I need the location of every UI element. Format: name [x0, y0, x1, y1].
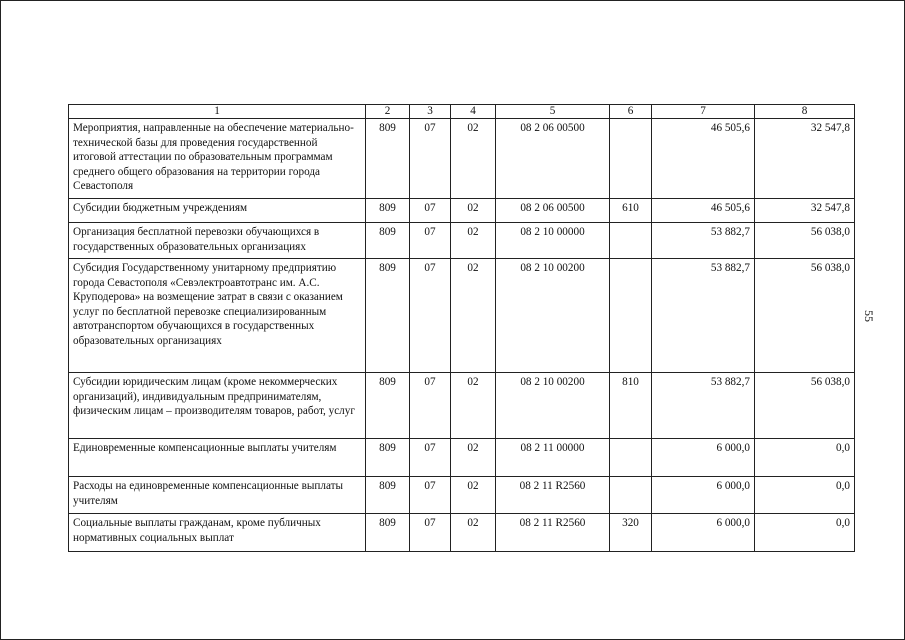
header-cell: 7 — [652, 105, 755, 119]
row-rz: 07 — [410, 373, 451, 439]
row-rz: 07 — [410, 223, 451, 259]
row-name: Организация бесплатной перевозки обучающихся в государственных образовательных организациях — [69, 223, 366, 259]
table-row — [69, 373, 855, 439]
row-name: Мероприятия, направленные на обеспечение материально-технической базы для проведения государственной итоговой аттестации по образовательным программам среднего общего образования на территории города Севастополя — [69, 119, 366, 199]
row-vr — [610, 259, 652, 373]
row-sum-2: 32 547,8 — [755, 119, 855, 199]
row-sum-1: 6 000,0 — [652, 514, 755, 552]
row-gr: 809 — [366, 373, 410, 439]
header-cell: 8 — [755, 105, 855, 119]
row-csr: 08 2 10 00200 — [496, 373, 610, 439]
table-row — [69, 439, 855, 477]
row-gr: 809 — [366, 223, 410, 259]
row-gr: 809 — [366, 477, 410, 514]
row-pr: 02 — [451, 223, 496, 259]
table-row — [69, 477, 855, 514]
row-csr: 08 2 06 00500 — [496, 199, 610, 223]
row-sum-2: 0,0 — [755, 477, 855, 514]
row-pr: 02 — [451, 199, 496, 223]
row-rz: 07 — [410, 199, 451, 223]
row-vr — [610, 223, 652, 259]
row-sum-1: 53 882,7 — [652, 223, 755, 259]
row-gr: 809 — [366, 259, 410, 373]
row-sum-2: 32 547,8 — [755, 199, 855, 223]
row-pr: 02 — [451, 477, 496, 514]
row-csr: 08 2 06 00500 — [496, 119, 610, 199]
row-sum-1: 6 000,0 — [652, 477, 755, 514]
header-cell: 2 — [366, 105, 410, 119]
table-row — [69, 199, 855, 223]
header-cell: 1 — [69, 105, 366, 119]
table-header-row — [69, 105, 855, 119]
row-vr — [610, 477, 652, 514]
row-sum-2: 56 038,0 — [755, 373, 855, 439]
row-rz: 07 — [410, 477, 451, 514]
row-sum-1: 6 000,0 — [652, 439, 755, 477]
row-gr: 809 — [366, 119, 410, 199]
row-vr — [610, 439, 652, 477]
row-sum-2: 56 038,0 — [755, 223, 855, 259]
row-name: Социальные выплаты гражданам, кроме публичных нормативных социальных выплат — [69, 514, 366, 552]
row-rz: 07 — [410, 514, 451, 552]
row-rz: 07 — [410, 259, 451, 373]
row-rz: 07 — [410, 439, 451, 477]
row-name: Субсидии бюджетным учреждениям — [69, 199, 366, 223]
row-pr: 02 — [451, 373, 496, 439]
budget-table — [68, 104, 855, 552]
row-csr: 08 2 11 R2560 — [496, 514, 610, 552]
row-gr: 809 — [366, 199, 410, 223]
row-csr: 08 2 11 R2560 — [496, 477, 610, 514]
row-gr: 809 — [366, 439, 410, 477]
row-name: Расходы на единовременные компенсационные выплаты учителям — [69, 477, 366, 514]
row-sum-1: 53 882,7 — [652, 259, 755, 373]
row-sum-1: 46 505,6 — [652, 199, 755, 223]
header-cell: 3 — [410, 105, 451, 119]
row-name: Субсидии юридическим лицам (кроме некоммерческих организаций), индивидуальным предпринимателям, физическим лицам – производителям товаров, работ, услуг — [69, 373, 366, 439]
row-pr: 02 — [451, 119, 496, 199]
row-vr: 610 — [610, 199, 652, 223]
row-vr: 320 — [610, 514, 652, 552]
page-number: 55 — [862, 310, 876, 322]
row-sum-2: 0,0 — [755, 514, 855, 552]
header-cell: 4 — [451, 105, 496, 119]
header-cell: 5 — [496, 105, 610, 119]
row-name: Субсидия Государственному унитарному предприятию города Севастополя «Севэлектроавтотранс им. А.С. Круподерова» на возмещение затрат в связи с оказанием услуг по бесплатной перевозке специализированным автотранспортом обучающихся в государственных образовательных организациях — [69, 259, 366, 373]
row-pr: 02 — [451, 514, 496, 552]
row-sum-2: 0,0 — [755, 439, 855, 477]
row-pr: 02 — [451, 439, 496, 477]
row-sum-1: 46 505,6 — [652, 119, 755, 199]
table-row — [69, 119, 855, 199]
header-cell: 6 — [610, 105, 652, 119]
row-vr — [610, 119, 652, 199]
row-sum-2: 56 038,0 — [755, 259, 855, 373]
row-pr: 02 — [451, 259, 496, 373]
row-csr: 08 2 10 00200 — [496, 259, 610, 373]
table-row — [69, 223, 855, 259]
table-row — [69, 514, 855, 552]
row-rz: 07 — [410, 119, 451, 199]
row-csr: 08 2 10 00000 — [496, 223, 610, 259]
table-row — [69, 259, 855, 373]
row-vr: 810 — [610, 373, 652, 439]
row-gr: 809 — [366, 514, 410, 552]
row-csr: 08 2 11 00000 — [496, 439, 610, 477]
row-sum-1: 53 882,7 — [652, 373, 755, 439]
row-name: Единовременные компенсационные выплаты учителям — [69, 439, 366, 477]
